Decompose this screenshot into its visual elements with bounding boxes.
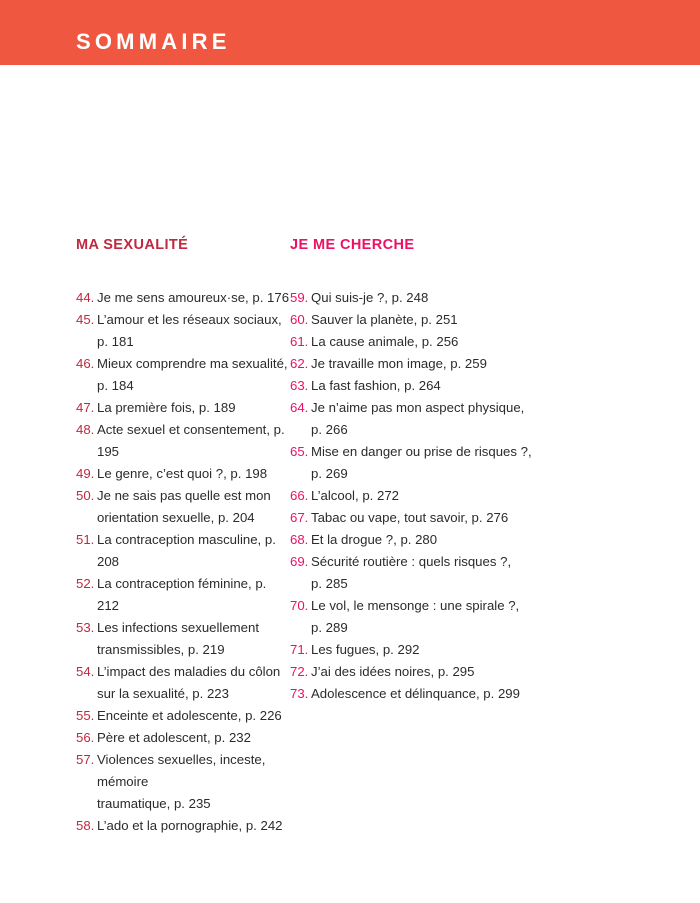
toc-entry-title-line: Je n’aime pas mon aspect physique,	[311, 399, 525, 415]
column-heading-ma-sexualite: MA SEXUALITÉ	[76, 237, 189, 253]
toc-entry-number: 62.	[290, 355, 309, 371]
toc-entry-number: 54.	[76, 663, 95, 679]
toc-entry-title-line: La cause animale, p. 256	[311, 333, 459, 349]
toc-entry[interactable]	[290, 485, 620, 507]
toc-entry-title	[97, 749, 290, 815]
toc-entry-title	[311, 331, 620, 353]
toc-entry-number: 64.	[290, 399, 309, 415]
toc-entry-title	[311, 287, 620, 309]
toc-entry[interactable]	[76, 727, 290, 749]
toc-entry-title	[311, 375, 620, 397]
toc-entry-title-line: Sauver la planète, p. 251	[311, 311, 458, 327]
toc-entry-title	[311, 551, 620, 595]
toc-entry-title-line: Les infections sexuellement	[97, 619, 260, 635]
toc-entry-title	[97, 485, 290, 529]
toc-entry-title	[311, 309, 620, 331]
toc-list-ma-sexualite	[76, 287, 290, 837]
column-heading-je-me-cherche: JE ME CHERCHE	[290, 237, 415, 253]
toc-entry-title-line: La fast fashion, p. 264	[311, 377, 441, 393]
toc-entry[interactable]	[76, 705, 290, 727]
toc-entry-title	[97, 727, 290, 749]
toc-entry-title	[97, 353, 290, 397]
toc-column-je-me-cherche	[290, 238, 620, 837]
toc-entry-title-line: Je ne sais pas quelle est mon	[97, 487, 271, 503]
toc-entry-title	[311, 397, 620, 441]
toc-entry-title	[97, 419, 290, 463]
toc-entry-number: 56.	[76, 729, 95, 745]
toc-entry-title	[311, 639, 620, 661]
toc-entry-title	[311, 441, 620, 485]
toc-entry-title	[311, 595, 620, 639]
toc-entry-number: 71.	[290, 641, 309, 657]
toc-entry[interactable]	[76, 397, 290, 419]
toc-entry-title	[97, 815, 290, 837]
toc-entry-title-wrap-line: p. 269	[311, 465, 348, 481]
toc-entry-title	[97, 463, 290, 485]
toc-entry-number: 73.	[290, 685, 309, 701]
toc-entry-title-line: Les fugues, p. 292	[311, 641, 420, 657]
toc-entry[interactable]	[76, 485, 290, 529]
toc-entry-number: 57.	[76, 751, 95, 767]
toc-entry-title-line: Père et adolescent, p. 232	[97, 729, 251, 745]
toc-columns	[0, 238, 700, 837]
toc-entry-number: 66.	[290, 487, 309, 503]
toc-entry-number: 68.	[290, 531, 309, 547]
toc-entry-title-wrap-line: p. 289	[311, 619, 348, 635]
toc-entry-title-line: L’ado et la pornographie, p. 242	[97, 817, 283, 833]
toc-entry-number: 58.	[76, 817, 95, 833]
toc-entry[interactable]	[76, 661, 290, 705]
toc-entry-title	[97, 661, 290, 705]
toc-entry[interactable]	[290, 309, 620, 331]
toc-entry-number: 53.	[76, 619, 95, 635]
toc-entry-title-wrap-line: traumatique, p. 235	[97, 795, 211, 811]
toc-entry-title-line: Le vol, le mensonge : une spirale ?,	[311, 597, 520, 613]
toc-entry-number: 50.	[76, 487, 95, 503]
toc-entry-title-line: Le genre, c’est quoi ?, p. 198	[97, 465, 268, 481]
toc-entry-title-line: Je travaille mon image, p. 259	[311, 355, 487, 371]
toc-entry-title-line: Qui suis-je ?, p. 248	[311, 289, 429, 305]
toc-entry[interactable]	[290, 639, 620, 661]
toc-entry-number: 48.	[76, 421, 95, 437]
toc-entry[interactable]	[76, 749, 290, 815]
toc-entry-title	[311, 353, 620, 375]
toc-entry-title	[97, 529, 290, 573]
toc-entry-title	[311, 507, 620, 529]
toc-entry-number: 49.	[76, 465, 95, 481]
toc-entry-title-wrap-line: orientation sexuelle, p. 204	[97, 509, 255, 525]
toc-entry-number: 65.	[290, 443, 309, 459]
toc-entry-title	[311, 485, 620, 507]
toc-entry-number: 69.	[290, 553, 309, 569]
toc-entry[interactable]	[76, 573, 290, 617]
page-title: SOMMAIRE	[76, 29, 231, 54]
toc-entry-number: 60.	[290, 311, 309, 327]
toc-entry-title-line: Violences sexuelles, inceste, mémoire	[97, 751, 266, 789]
toc-entry-number: 63.	[290, 377, 309, 393]
toc-entry[interactable]	[290, 595, 620, 639]
toc-entry-title-wrap-line: p. 184	[97, 377, 134, 393]
toc-column-ma-sexualite	[0, 238, 290, 837]
toc-entry-title-line: L’alcool, p. 272	[311, 487, 399, 503]
toc-entry[interactable]	[76, 419, 290, 463]
toc-entry[interactable]	[290, 529, 620, 551]
toc-entry[interactable]	[76, 815, 290, 837]
toc-entry-title-line: Sécurité routière : quels risques ?,	[311, 553, 512, 569]
toc-entry-title	[97, 573, 290, 617]
toc-entry[interactable]	[290, 683, 620, 705]
toc-entry[interactable]	[76, 287, 290, 309]
toc-entry-number: 45.	[76, 311, 95, 327]
toc-entry-title-line: Je me sens amoureux·se, p. 176	[97, 289, 290, 305]
toc-entry[interactable]	[290, 507, 620, 529]
toc-entry[interactable]	[76, 463, 290, 485]
toc-entry-title	[97, 705, 290, 727]
toc-entry[interactable]	[76, 529, 290, 573]
toc-entry-title-wrap-line: p. 266	[311, 421, 348, 437]
toc-entry-title-line: La contraception féminine, p. 212	[97, 575, 267, 613]
toc-entry-title-line: La contraception masculine, p. 208	[97, 531, 276, 569]
toc-entry-number: 67.	[290, 509, 309, 525]
toc-entry-title-wrap-line: transmissibles, p. 219	[97, 641, 225, 657]
toc-entry-title	[97, 309, 290, 353]
toc-entry[interactable]	[290, 353, 620, 375]
toc-entry[interactable]	[76, 309, 290, 353]
toc-entry-title-line: Adolescence et délinquance, p. 299	[311, 685, 520, 701]
toc-entry[interactable]	[290, 375, 620, 397]
toc-entry[interactable]	[290, 331, 620, 353]
toc-entry-number: 70.	[290, 597, 309, 613]
toc-entry-title	[311, 683, 620, 705]
toc-entry[interactable]	[290, 551, 620, 595]
toc-entry-title-line: Tabac ou vape, tout savoir, p. 276	[311, 509, 509, 525]
toc-entry-title-line: J’ai des idées noires, p. 295	[311, 663, 475, 679]
toc-entry-number: 46.	[76, 355, 95, 371]
toc-entry[interactable]	[290, 661, 620, 683]
toc-entry[interactable]	[76, 353, 290, 397]
toc-entry-title-line: Acte sexuel et consentement, p. 195	[97, 421, 285, 459]
toc-entry-number: 47.	[76, 399, 95, 415]
toc-entry-title-wrap-line: p. 285	[311, 575, 348, 591]
toc-entry[interactable]	[290, 287, 620, 309]
toc-entry-number: 55.	[76, 707, 95, 723]
toc-entry[interactable]	[290, 441, 620, 485]
toc-entry-number: 59.	[290, 289, 309, 305]
toc-entry-title-line: L’impact des maladies du côlon	[97, 663, 281, 679]
toc-list-je-me-cherche	[290, 287, 620, 705]
toc-entry-number: 52.	[76, 575, 95, 591]
toc-entry-number: 72.	[290, 663, 309, 679]
toc-entry-title-line: Et la drogue ?, p. 280	[311, 531, 438, 547]
toc-entry-title	[97, 617, 290, 661]
toc-entry-title-line: Enceinte et adolescente, p. 226	[97, 707, 282, 723]
toc-entry[interactable]	[76, 617, 290, 661]
toc-entry-number: 51.	[76, 531, 95, 547]
toc-entry-title-line: L’amour et les réseaux sociaux, p. 181	[97, 311, 282, 349]
toc-entry-title-line: La première fois, p. 189	[97, 399, 236, 415]
toc-entry-title-wrap-line: sur la sexualité, p. 223	[97, 685, 229, 701]
toc-entry-number: 61.	[290, 333, 309, 349]
toc-entry-title	[311, 661, 620, 683]
toc-entry-title-line: Mise en danger ou prise de risques ?,	[311, 443, 532, 459]
toc-entry-title-line: Mieux comprendre ma sexualité,	[97, 355, 288, 371]
toc-entry-title	[97, 287, 290, 309]
toc-entry[interactable]	[290, 397, 620, 441]
toc-entry-title	[97, 397, 290, 419]
toc-entry-number: 44.	[76, 289, 95, 305]
toc-entry-title	[311, 529, 620, 551]
header-band	[0, 0, 700, 65]
